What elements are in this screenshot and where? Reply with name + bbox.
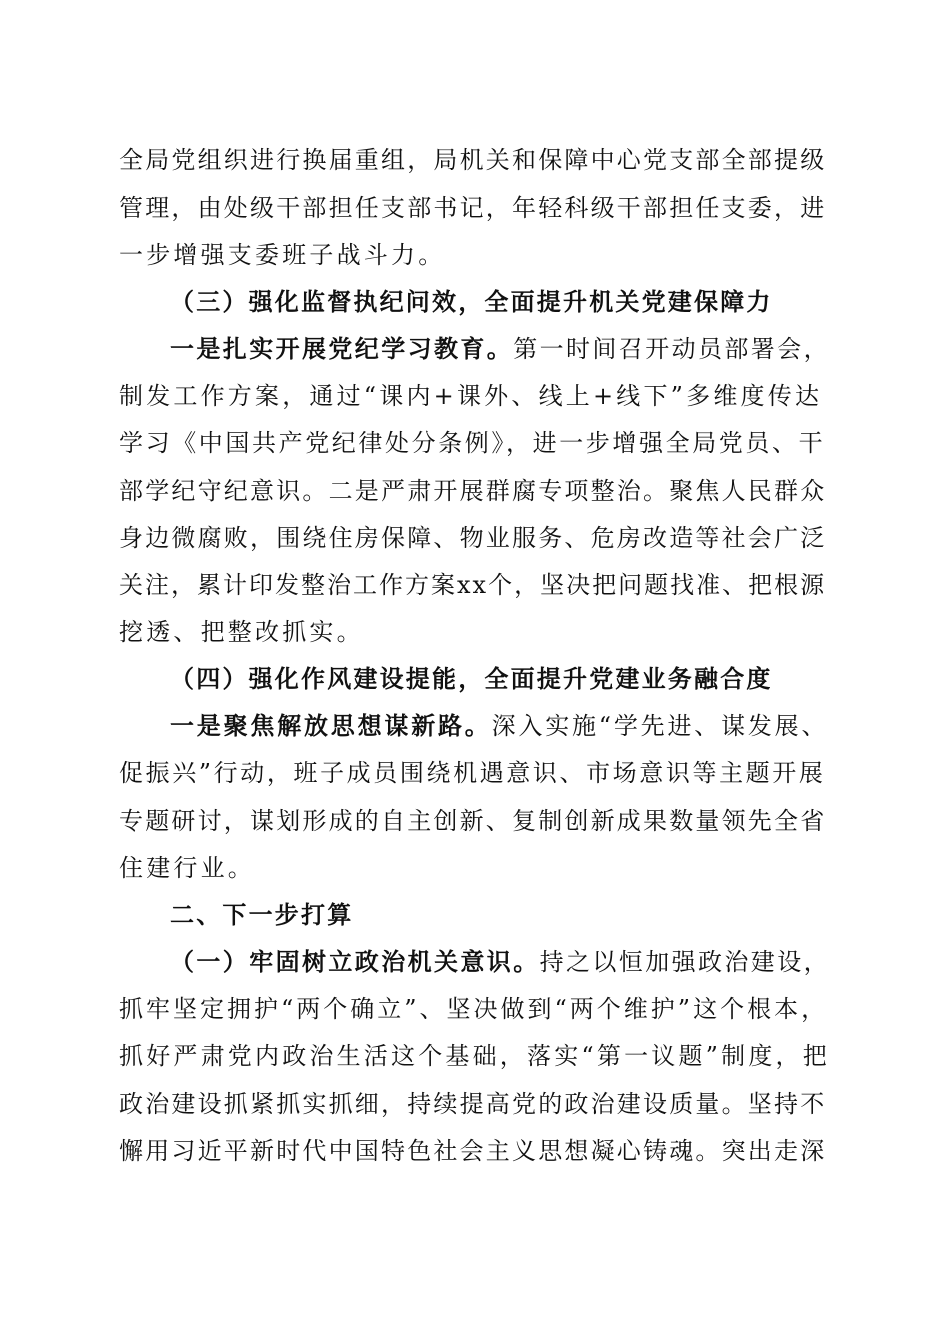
section-heading: （四）强化作风建设提能，全面提升党建业务融合度 <box>170 665 773 693</box>
body-line: 学习《中国共产党纪律处分条例》，进一步增强全局党员、干 <box>119 429 826 457</box>
body-line: 管理，由处级干部担任支部书记，年轻科级干部担任支委，进 <box>119 194 827 222</box>
body-line: 抓好严肃党内政治生活这个基础，落实“第一议题”制度，把 <box>119 1042 830 1070</box>
body-line: 抓牢坚定拥护“两个确立”、坚决做到“两个维护”这个根本， <box>119 995 829 1023</box>
body-line: 部学纪守纪意识。二是严肃开展群腐专项整治。聚焦人民群众 <box>119 477 827 505</box>
body-line: 全局党组织进行换届重组，局机关和保障中心党支部全部提级 <box>119 146 827 174</box>
body-line: 政治建设抓紧抓实抓细，持续提高党的政治建设质量。坚持不 <box>119 1090 827 1118</box>
body-line: 制发工作方案，通过“课内+课外、线上+线下”多维度传达 <box>119 382 823 410</box>
paragraph-lead: 一是扎实开展党纪学习教育。 <box>170 335 514 363</box>
body-line: 住建行业。 <box>119 854 255 882</box>
paragraph-text: 第一时间召开动员部署会， <box>513 335 831 363</box>
paragraph-lead: 一是聚焦解放思想谋新路。 <box>170 712 492 740</box>
body-line: 一步增强支委班子战斗力。 <box>119 241 446 269</box>
paragraph-first-line <box>170 947 830 977</box>
paragraph-first-line <box>170 711 828 741</box>
paragraph-text: 深入实施“学先进、谋发展、 <box>491 712 829 740</box>
body-line: 身边微腐败，围绕住房保障、物业服务、危房改造等社会广泛 <box>119 524 827 552</box>
body-line: 懈用习近平新时代中国特色社会主义思想凝心铸魂。突出走深 <box>119 1137 827 1165</box>
body-line: 促振兴”行动，班子成员围绕机遇意识、市场意识等主题开展 <box>119 759 826 787</box>
paragraph-lead: （一）牢固树立政治机关意识。 <box>170 948 540 976</box>
body-line: 专题研讨，谋划形成的自主创新、复制创新成果数量领先全省 <box>119 807 827 835</box>
body-line: 挖透、把整改抓实。 <box>119 618 364 646</box>
paragraph-text: 持之以恒加强政治建设， <box>539 948 831 976</box>
paragraph-first-line <box>170 334 830 364</box>
section-heading: （三）强化监督执纪问效，全面提升机关党建保障力 <box>170 288 773 316</box>
chapter-heading: 二、下一步打算 <box>170 901 354 929</box>
body-line: 关注，累计印发整治工作方案xx个，坚决把问题找准、把根源 <box>119 571 827 599</box>
